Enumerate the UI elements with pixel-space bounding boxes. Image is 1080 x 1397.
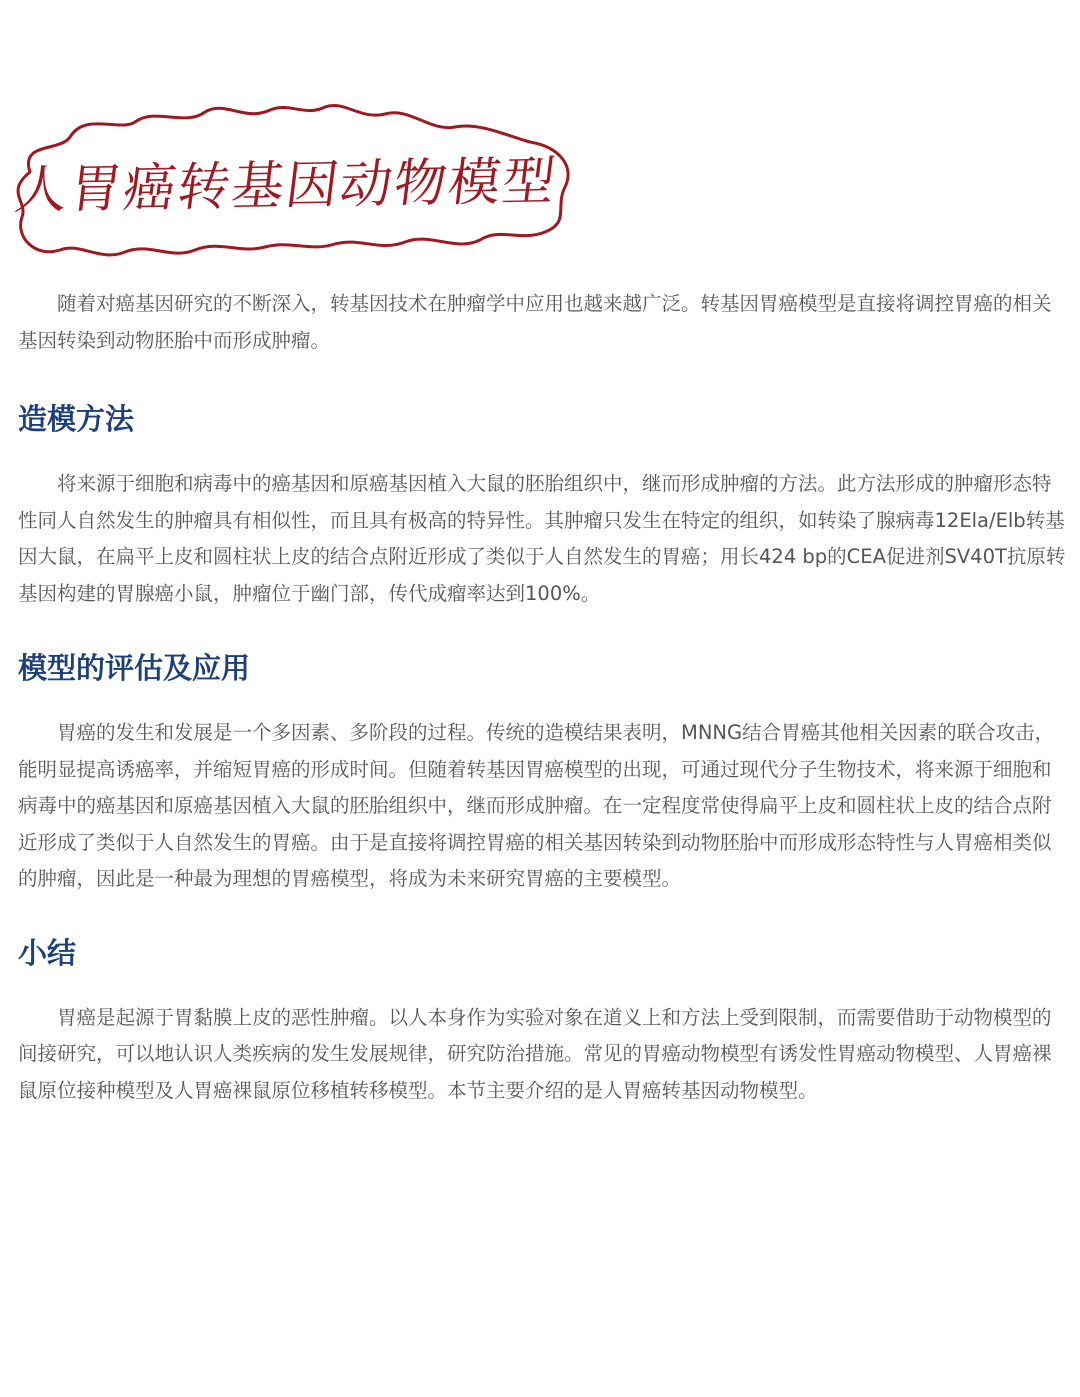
section-heading-summary: 小结: [18, 935, 77, 970]
intro-paragraph: 随着对癌基因研究的不断深入，转基因技术在肿瘤学中应用也越来越广泛。转基因胃癌模型是直接将调控胃癌的相关基因转染到动物胚胎中而形成肿瘤。: [18, 292, 1052, 352]
page-title: 人胃癌转基因动物模型: [11, 151, 561, 221]
section-heading-method: 造模方法: [18, 402, 135, 436]
section-text-evaluation: 胃癌的发生和发展是一个多因素、多阶段的过程。传统的造模结果表明，MNNG结合胃癌其他相关因素的联合攻击，能明显提高诱癌率，并缩短胃癌的形成时间。但随着转基因胃癌模型的出现，可通过现代分子生物技术，将来源于细胞和病毒中的癌基因和原癌基因植入大鼠的胚胎组织中，继而形成肿瘤。在一定程度常使得扁平上皮和圆柱状上皮的结合点附近形成了类似于人自然发生的胃癌。由于是直接将调控胃癌的相关基因转染到动物胚胎中而形成形态特性与人胃癌相类似的肿瘤，因此是一种最为理想的胃癌模型，将成为未来研究胃癌的主要模型。: [18, 721, 1055, 890]
section-text-summary: 胃癌是起源于胃黏膜上皮的恶性肿瘤。以人本身作为实验对象在道义上和方法上受到限制，而需要借助于动物模型的间接研究，可以地认识人类疾病的发生发展规律，研究防治措施。常见的胃癌动物模型有诱发性胃癌动物模型、人胃癌裸鼠原位接种模型及人胃癌裸鼠原位移植转移模型。本节主要介绍的是人胃癌转基因动物模型。: [18, 1005, 1052, 1102]
section-heading-evaluation: 模型的评估及应用: [18, 651, 251, 685]
section-text-method: 将来源于细胞和病毒中的癌基因和原癌基因植入大鼠的胚胎组织中，继而形成肿瘤的方法。此方法形成的肿瘤形态特性同人自然发生的肿瘤具有相似性，而且具有极高的特异性。其肿瘤只发生在特定的组织，如转染了腺病毒12Ela/Elb转基因大鼠，在扁平上皮和圆柱状上皮的结合点附近形成了类似于人自然发生的胃癌；用长424 bp的CEA促进剂SV40T抗原转基因构建的胃腺癌小鼠，肿瘤位于幽门部，传代成瘤率达到100%。: [18, 472, 1066, 605]
article-body: [18, 286, 1070, 1109]
